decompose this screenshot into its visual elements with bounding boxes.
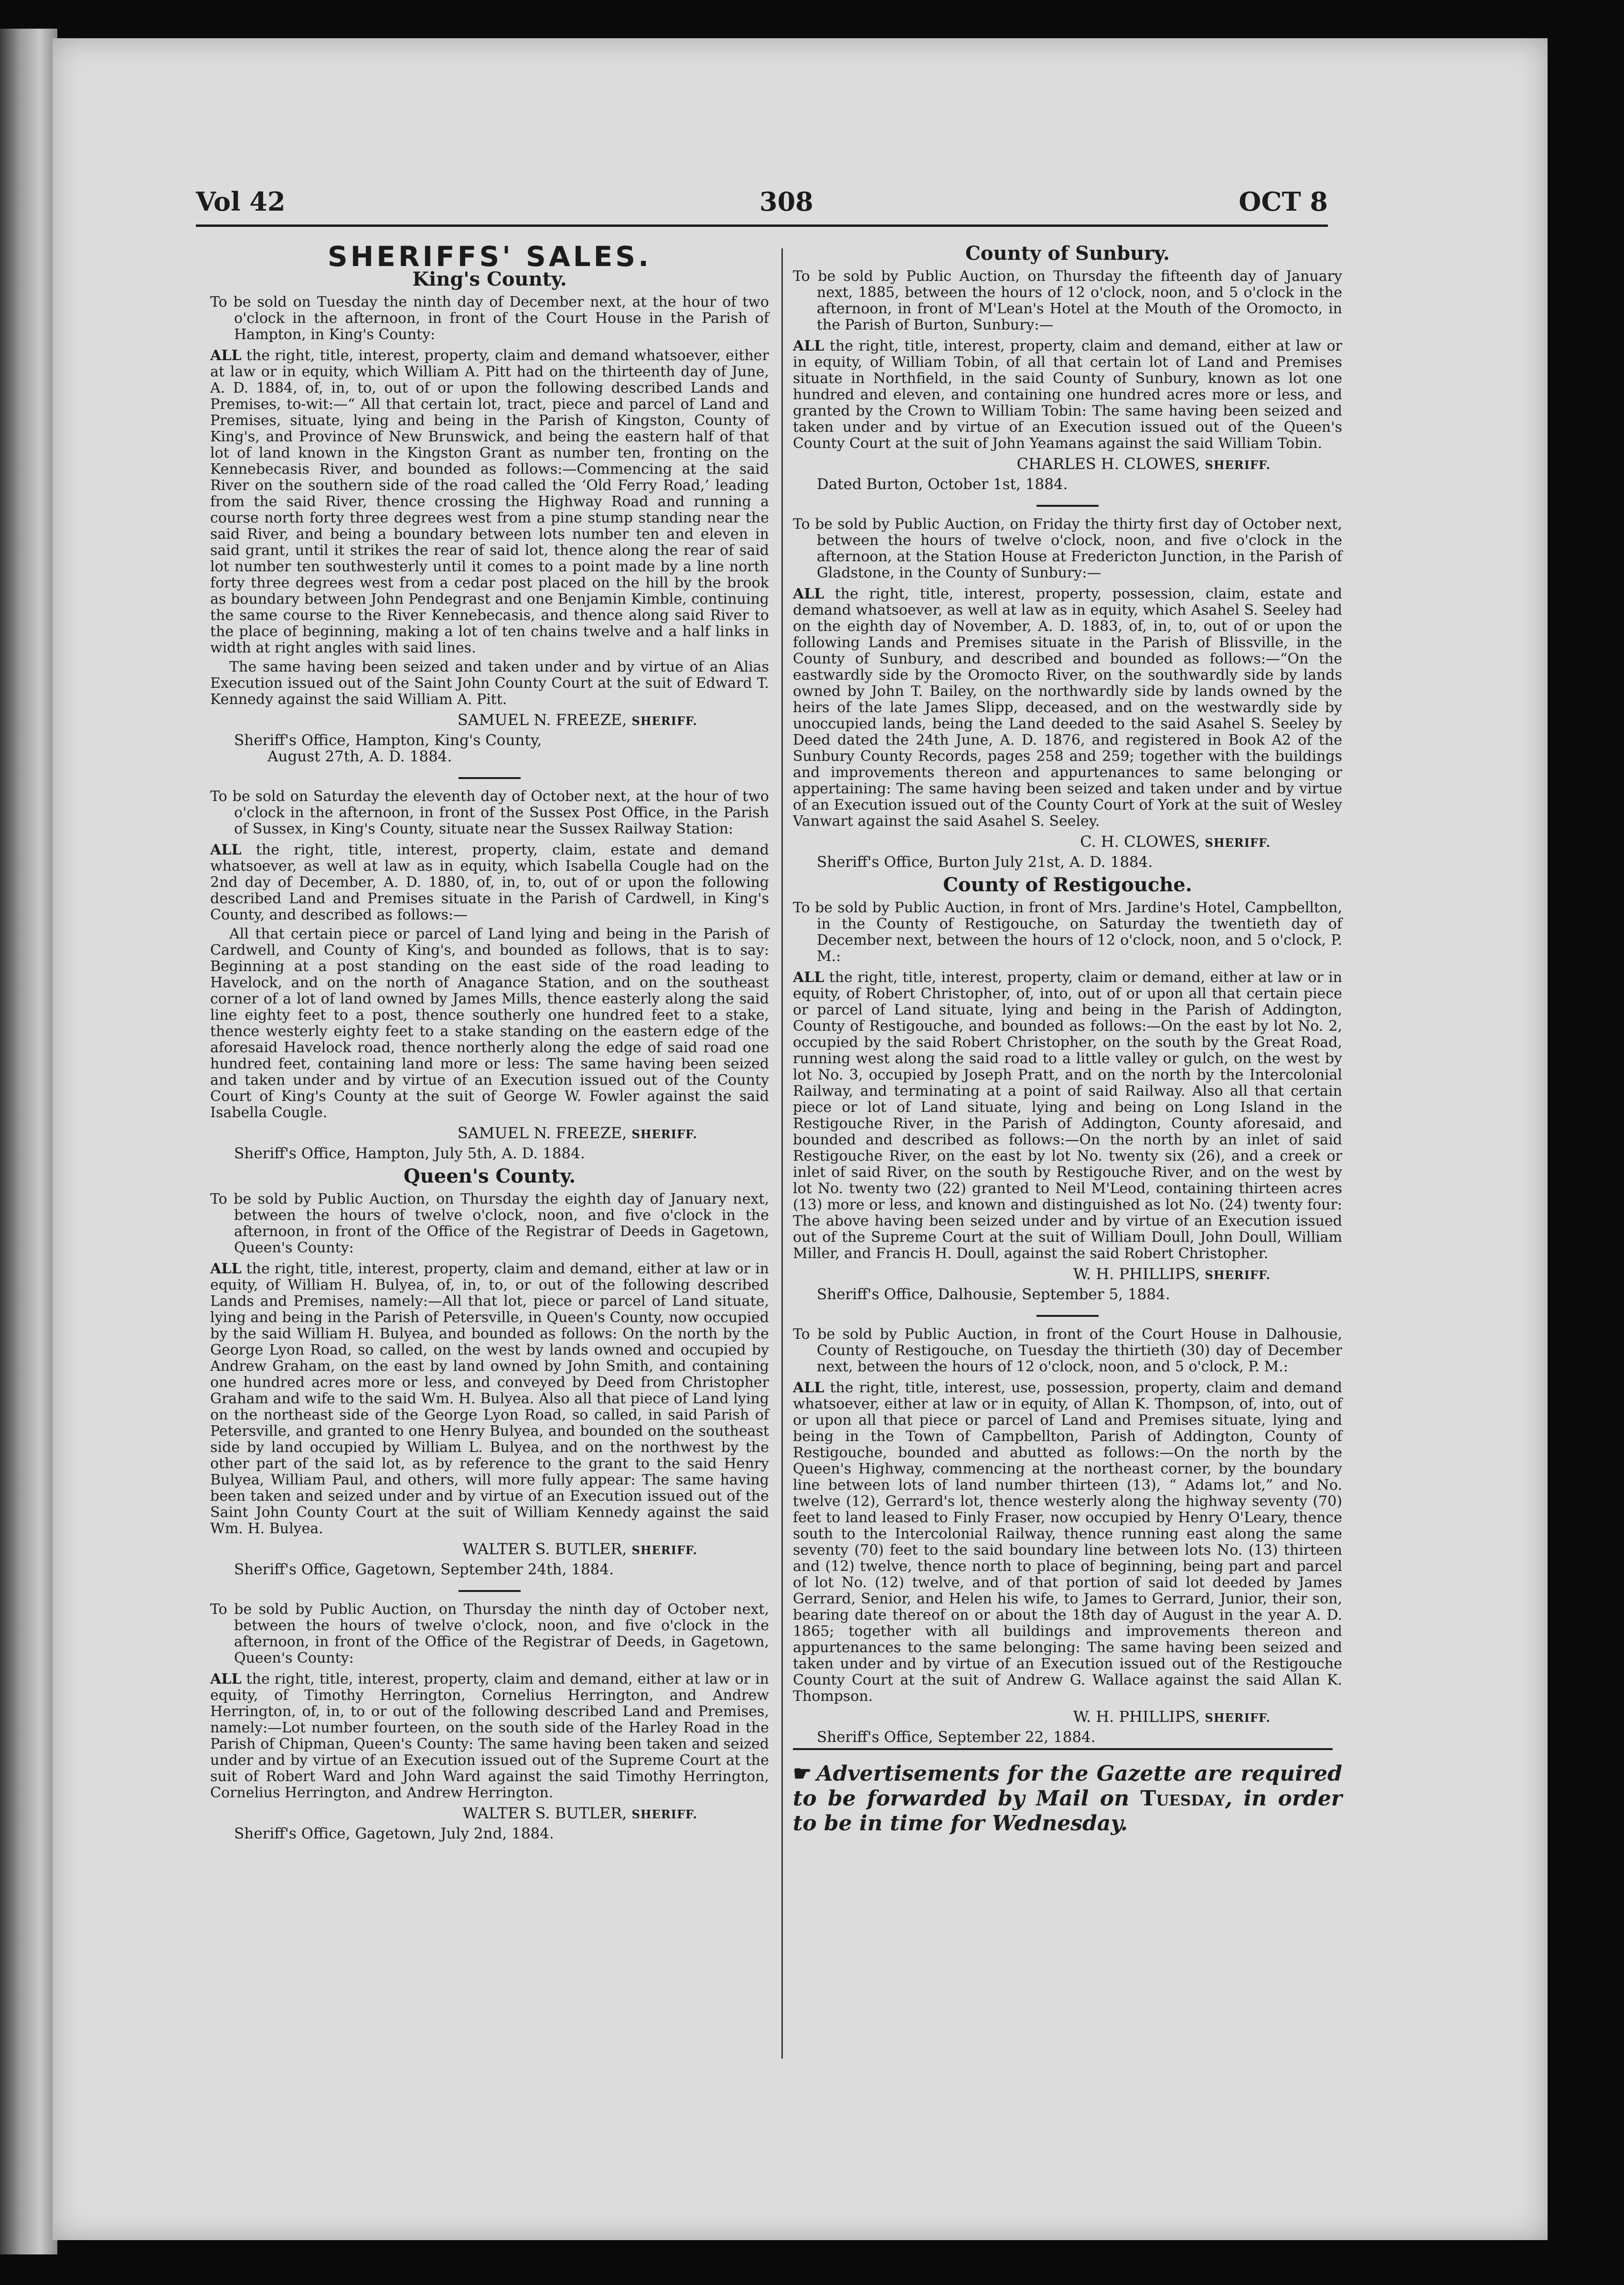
- notice-day: Tuesday: [1140, 1786, 1225, 1811]
- sheriff-signature: [793, 1266, 1342, 1283]
- notice-body: [793, 586, 1342, 830]
- sheriff-title: SHERIFF.: [1205, 1711, 1271, 1725]
- notice-body: [793, 970, 1342, 1262]
- office-line: Sheriff's Office, September 22, 1884.: [817, 1729, 1096, 1746]
- sheriff-signature: [210, 712, 769, 729]
- notice-body: [793, 338, 1342, 452]
- notice-lead: To be sold by Public Auction, on Thursday the ninth day of October next, between the hours of twelve o'clock, noon, and five o'clock in the afternoon, in front of the Office of the Registrar of Deeds, in Gagetown, Queen's County:: [210, 1601, 769, 1666]
- issue-date: OCT 8: [1239, 186, 1328, 217]
- notice-first-word: ALL: [793, 969, 824, 986]
- sheriff-name: SAMUEL N. FREEZE,: [457, 1124, 627, 1142]
- separator-rule: [1036, 1315, 1099, 1317]
- notice-para: All that certain piece or parcel of Land lying and being in the Parish of Cardwell, and County of King's, and bounded as follows, that is to say: Beginning at a post standing on the east side of the road leading to Havelock, and on the north of Anagance Station, and on the southeast corner of a lot of land owned by James Mills, thence easterly along the said line eighty feet to a post, thence southerly one hundred feet to a stake, thence westerly eighty feet to a stake standing on the eastern edge of the aforesaid Havelock road, thence northerly along the edge of said road one hundred feet, containing land more or less: The same having been seized and taken under and by virtue of an Execution issued out of the County Court of King's County at the suit of George W. Fowler against the said Isabella Cougle.: [210, 926, 769, 1121]
- office-line: Sheriff's Office, Gagetown, July 2nd, 1884.: [234, 1825, 554, 1842]
- queens-county-heading: Queen's County.: [403, 1165, 576, 1187]
- sheriff-signature: [793, 456, 1342, 473]
- office-line: Sheriff's Office, Gagetown, September 24th, 1884.: [234, 1561, 614, 1578]
- sheriff-signature: [793, 1708, 1342, 1726]
- office-line: Sheriff's Office, Hampton, July 5th, A. D. 1884.: [234, 1145, 585, 1162]
- sheriff-name: WALTER S. BUTLER,: [462, 1540, 627, 1558]
- separator-rule: [1036, 505, 1099, 507]
- restigouche-county-heading: County of Restigouche.: [943, 874, 1192, 896]
- sheriff-signature: [210, 1125, 769, 1142]
- notice-body: [793, 1380, 1342, 1705]
- restigouche-notice-2: [793, 1326, 1342, 1745]
- office-date: August 27th, A. D. 1884.: [267, 748, 452, 765]
- notice-body-text: the right, title, interest, property, possession, claim, estate and demand whatsoever, as well at law as in equity, which Asahel S. Seeley had on the eighth day of November, A. D. 1883, of, in, to, out of or upon the following Lands and Premises situate in the Parish of Blissville, in the County of Sunbury, and described and bounded as follows:—“On the eastwardly side by the Oromocto River, on the southwardly side by lands owned by John T. Bailey, on the northwardly side by lands owned by the heirs of the late James Slipp, deceased, and on the westwardly side by unoccupied lands, being the Land deeded to the said Asahel S. Seeley by Deed dated the 24th June, A. D. 1876, and registered in Book A2 of the Sunbury County Records, pages 258 and 259; together with the buildings and improvements thereon and appurtenances to same belonging or appertaining: The same having been seized and taken under and by virtue of an Execution issued out of the County Court of York at the suit of Wesley Vanwart against the said Asahel S. Seeley.: [793, 586, 1342, 830]
- kings-notice-1: [210, 294, 769, 765]
- notice-text-2: , in order to be in time for Wednesday.: [793, 1786, 1342, 1836]
- queens-notice-1: [210, 1191, 769, 1578]
- restigouche-notice-1: [793, 900, 1342, 1303]
- notice-body: [210, 1261, 769, 1537]
- notice-body: [210, 348, 769, 656]
- sheriff-title: SHERIFF.: [631, 714, 697, 728]
- sheriff-name: W. H. PHILLIPS,: [1073, 1265, 1200, 1283]
- notice-body: [210, 842, 769, 923]
- office-line: Sheriff's Office, Dalhousie, September 5, 1884.: [817, 1286, 1170, 1303]
- sheriff-signature: [793, 833, 1342, 851]
- notice-first-word: ALL: [793, 586, 824, 602]
- volume-label: Vol 42: [196, 186, 286, 217]
- notice-first-word: ALL: [793, 338, 824, 354]
- office-line: Dated Burton, October 1st, 1884.: [817, 476, 1068, 493]
- page-title: SHERIFFS' SALES.: [327, 240, 652, 273]
- book-spine: [0, 29, 57, 2254]
- notice-rule: [793, 1748, 1333, 1750]
- sheriff-title: SHERIFF.: [631, 1543, 697, 1557]
- kings-county-heading: King's County.: [412, 268, 567, 290]
- notice-first-word: ALL: [210, 1260, 242, 1277]
- notice-text-1: Advertisements for the Gazette are required to be forwarded by Mail on: [793, 1762, 1342, 1811]
- sunbury-notice-1: [793, 268, 1342, 492]
- column-divider: [781, 248, 783, 2059]
- right-column: [793, 239, 1342, 1836]
- notice-lead: To be sold by Public Auction, on Friday the thirty first day of October next, between the hours of twelve o'clock, noon, and five o'clock in the afternoon, at the Station House at Fredericton Junction, in the Parish of Gladstone, in the County of Sunbury:—: [793, 516, 1342, 581]
- sheriff-title: SHERIFF.: [1205, 836, 1271, 850]
- notice-body-text: the right, title, interest, property, claim and demand whatsoever, either at law or in equity, which William A. Pitt had on the thirteenth day of June, A. D. 1884, of, in, to, out of or upon the following described Lands and Premises, to-wit:—“ All that certain lot, tract, piece and parcel of Land and Premises, situate, lying and being in the Parish of Kingston, County of King's, and Province of New Brunswick, and being the eastern half of that lot of land known in the Kingston Grant as number ten, fronting on the Kennebecasis River, and bounded as follows:—Commencing at the said River on the southern side of the road called the ‘Old Ferry Road,’ leading from the said River, thence crossing the Highway Road and running a course north forty three degrees west from a pine stump standing near the said River, and being a boundary between lots number ten and eleven in said grant, until it strikes the rear of said lot, thence along the rear of said lot number ten southwesterly until it comes to a point made by a line north forty three degrees west from a cedar post placed on the hill by the brook as boundary between John Pendegrast and one Benjamin Kimble, continuing the same course to the River Kennebecasis, and thence along said River to the place of beginning, making a lot of ten chains twelve and a half links in width at right angles with said lines.: [210, 347, 769, 656]
- notice-lead: To be sold on Saturday the eleventh day of October next, at the hour of two o'clock in the afternoon, in front of the Sussex Post Office, in the Parish of Sussex, in King's County, situate near the Sussex Railway Station:: [210, 788, 769, 837]
- sheriff-name: C. H. CLOWES,: [1080, 833, 1200, 851]
- notice-seized: The same having been seized and taken under and by virtue of an Alias Execution issued out of the Saint John County Court at the suit of Edward T. Kennedy against the said William A. Pitt.: [210, 659, 769, 708]
- sheriff-signature: [210, 1541, 769, 1559]
- notice-body-text: the right, title, interest, property, claim or demand, either at law or in equity, of Robert Christopher, of, into, out of or upon all that certain piece or parcel of Land situate, lying and being in the Parish of Addington, County of Restigouche, and bounded as follows:—On the east by lot No. 2, occupied by the said Robert Christopher, on the south by the Great Road, running west along the said road to a little valley or gulch, on the west by lot No. 3, occupied by Joseph Pratt, and on the north by the Intercolonial Railway, and terminating at a point of said Railway. Also all that certain piece or lot of Land situate, lying and being on Long Island in the Restigouche River, in the Parish of Addington, County aforesaid, and bounded and described as follows:—On the north by an inlet of said Restigouche River, on the east by lot No. twenty six (26), and a creek or inlet of said River, on the south by Restigouche River, and on the west by lot No. twenty two (22) granted to Neil M'Leod, containing thirteen acres (13) more or less, and known and distinguished as lot No. (24) twenty four: The above having been seized under and by virtue of an Execution issued out of the Supreme Court at the suit of William Doull, John Doull, William Miller, and Francis H. Doull, against the said Robert Christopher.: [793, 969, 1342, 1262]
- notice-body: [210, 1671, 769, 1801]
- notice-first-word: ALL: [210, 1671, 242, 1687]
- pointing-hand-icon: ☛: [793, 1762, 812, 1786]
- sheriff-name: WALTER S. BUTLER,: [462, 1804, 627, 1822]
- left-column: [210, 239, 769, 1842]
- sheriff-name: W. H. PHILLIPS,: [1073, 1708, 1200, 1726]
- sheriff-name: CHARLES H. CLOWES,: [1016, 455, 1200, 473]
- notice-lead: To be sold by Public Auction, in front of the Court House in Dalhousie, County of Restigouche, on Tuesday the thirtieth (30) day of December next, between the hours of 12 o'clock, noon, and 5 o'clock, P. M.:: [793, 1326, 1342, 1375]
- notice-body-text: the right, title, interest, property, claim and demand, either at law or in equity, of William H. Bulyea, of, in, to, or out of the following described Lands and Premises, namely:—All that lot, piece or parcel of Land situate, lying and being in the Parish of Petersville, in Queen's County, now occupied by the said William H. Bulyea, and bounded as follows: On the north by the George Lyon Road, so called, on the west by lands owned and occupied by Andrew Graham, on the east by land owned by John Smith, and containing one hundred acres more or less, and conveyed by Deed from Christopher Graham and wife to the said Wm. H. Bulyea. Also all that piece of Land lying on the northeast side of the George Lyon Road, so called, in said Parish of Petersville, and granted to one Henry Bulyea, and bounded on the southeast side by land occupied by William L. Bulyea, and on the northwest by the other part of the said lot, as by reference to the grant to the said Henry Bulyea, William Paul, and others, will more fully appear: The same having been taken and seized under and by virtue of an Execution issued out of the Saint John County Court at the suit of William Kennedy against the said Wm. H. Bulyea.: [210, 1260, 769, 1537]
- notice-first-word: ALL: [210, 842, 242, 858]
- notice-body-text: the right, title, interest, property, claim and demand, either at law or in equity, of William Tobin, of all that certain lot of Land and Premises situate in Northfield, in the said County of Sunbury, known as lot one hundred and eleven, and containing one hundred acres more or less, and granted by the Crown to William Tobin: The same having been seized and taken under and by virtue of an Execution issued out of the Queen's County Court at the suit of John Yeamans against the said William Tobin.: [793, 338, 1342, 452]
- separator-rule: [459, 777, 521, 779]
- page-number: 308: [759, 186, 813, 217]
- sheriff-title: SHERIFF.: [1205, 1268, 1271, 1282]
- gazette-notice: [793, 1762, 1342, 1836]
- sheriff-title: SHERIFF.: [631, 1127, 697, 1141]
- notice-lead: To be sold on Tuesday the ninth day of December next, at the hour of two o'clock in the afternoon, in front of the Court House in the Parish of Hampton, in King's County:: [210, 294, 769, 343]
- sheriff-name: SAMUEL N. FREEZE,: [457, 711, 627, 729]
- kings-notice-2: [210, 789, 769, 1162]
- page-header: [196, 186, 1328, 227]
- notice-lead: To be sold by Public Auction, on Thursday the fifteenth day of January next, 1885, between the hours of 12 o'clock, noon, and 5 o'clock in the afternoon, in front of M'Lean's Hotel at the Mouth of the Oromocto, in the Parish of Burton, Sunbury:—: [793, 268, 1342, 333]
- sunbury-notice-2: [793, 516, 1342, 870]
- notice-first-word: ALL: [793, 1379, 824, 1396]
- sheriff-signature: [210, 1805, 769, 1823]
- office-line: Sheriff's Office, Burton July 21st, A. D. 1884.: [817, 854, 1153, 871]
- sheriff-title: SHERIFF.: [1205, 458, 1271, 472]
- notice-lead: To be sold by Public Auction, on Thursday the eighth day of January next, between the hours of twelve o'clock, noon, and five o'clock in the afternoon, in front of the Office of the Registrar of Deeds in Gagetown, Queen's County:: [210, 1191, 769, 1256]
- notice-body-text: the right, title, interest, use, possession, property, claim and demand whatsoever, either at law or in equity, of Allan K. Thompson, of, into, out of or upon all that piece or parcel of Land and Premises situate, lying and being in the Town of Campbellton, Parish of Addington, County of Restigouche, bounded and abutted as follows:—On the north by the Queen's Highway, commencing at the northeast corner, by the boundary line between lots of land number thirteen (13), “ Adams lot,” and No. twelve (12), Gerrard's lot, thence westerly along the highway seventy (70) feet to land leased to Finly Fraser, now occupied by Henry O'Leary, thence south to the Intercolonial Railway, thence running east along the same seventy (70) feet to the said boundary line between lots No. (13) thirteen and (12) twelve, thence north to place of beginning, being part and parcel of lot No. (12) twelve, and of that portion of said lot deeded by James Gerrard, Senior, and Helen his wife, to James to Gerrard, Junior, their son, bearing date thereof on or about the 18th day of August in the year A. D. 1865; together with all buildings and improvements thereon and appurtenances to the same belonging: The same having been seized and taken under and by virtue of an Execution issued out of the Restigouche County Court at the suit of Andrew G. Wallace against the said Allan K. Thompson.: [793, 1379, 1342, 1705]
- notice-lead: To be sold by Public Auction, in front of Mrs. Jardine's Hotel, Campbellton, in the County of Restigouche, on Saturday the twentieth day of December next, between the hours of 12 o'clock, noon, and 5 o'clock, P. M.:: [793, 899, 1342, 965]
- notice-body-text: the right, title, interest, property, claim, estate and demand whatsoever, as well at law as in equity, which Isabella Cougle had on the 2nd day of December, A. D. 1880, of, in, to, out of or upon the following described Land and Premises situate in the Parish of Cardwell, in King's County, and described as follows:—: [210, 842, 769, 923]
- sunbury-county-heading: County of Sunbury.: [965, 242, 1170, 265]
- office-line: Sheriff's Office, Hampton, King's County,: [234, 732, 542, 749]
- separator-rule: [459, 1590, 521, 1592]
- notice-body-text: the right, title, interest, property, claim and demand, either at law or in equity, of Timothy Herrington, Cornelius Herrington, and Andrew Herrington, of, in, to or out of the following described Land and Premises, namely:—Lot number fourteen, on the south side of the Harley Road in the Parish of Chipman, Queen's County: The same having been taken and seized under and by virtue of an Execution issued out of the Supreme Court at the suit of Robert Ward and John Ward against the said Timothy Herrington, Cornelius Herrington, and Andrew Herrington.: [210, 1671, 769, 1801]
- sheriff-title: SHERIFF.: [631, 1807, 697, 1821]
- notice-first-word: ALL: [210, 347, 242, 364]
- queens-notice-2: [210, 1602, 769, 1842]
